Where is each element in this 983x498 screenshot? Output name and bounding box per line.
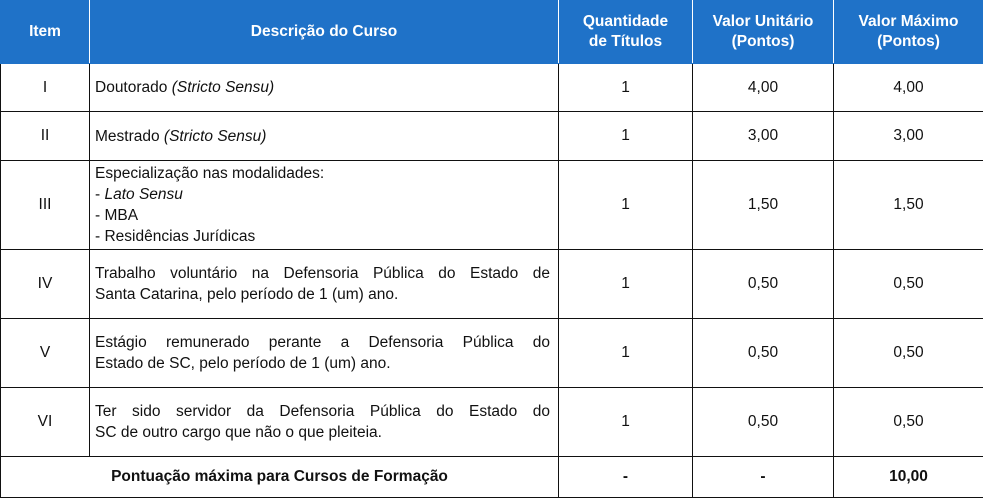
row-descricao-line: - Residências Jurídicas: [95, 226, 550, 247]
table-header-row: [1, 1, 983, 64]
row-descricao-line: SC de outro cargo que não o que pleiteia.: [95, 422, 550, 443]
row-item: I: [1, 64, 90, 112]
header-valor-unitario: [693, 1, 834, 64]
row-valor-unitario: 4,00: [693, 64, 834, 112]
row-valor-unitario: 0,50: [693, 319, 834, 388]
row-item: III: [1, 161, 90, 250]
header-valor-unitario-line-1: Valor Unitário: [693, 12, 833, 32]
total-label: Pontuação máxima para Cursos de Formação: [1, 457, 559, 498]
row-valor-maximo: 0,50: [834, 388, 983, 457]
row-item: VI: [1, 388, 90, 457]
row-descricao-line: Estado de SC, pelo período de 1 (um) ano.: [95, 353, 550, 374]
row-descricao-line: Especialização nas modalidades:: [95, 163, 550, 184]
row-valor-maximo: 0,50: [834, 319, 983, 388]
row-descricao: [90, 250, 559, 319]
header-descricao: Descrição do Curso: [90, 1, 559, 64]
table-row: [1, 250, 983, 319]
row-descricao-line: Estágio remunerado perante a Defensoria Pública do: [95, 332, 550, 353]
table-row: [1, 112, 983, 161]
table-row: [1, 319, 983, 388]
table-row: [1, 388, 983, 457]
header-valor-maximo-line-2: (Pontos): [834, 32, 983, 52]
table-row: [1, 64, 983, 112]
row-descricao-italic: (Stricto Sensu): [172, 79, 275, 96]
header-item: Item: [1, 1, 90, 64]
total-quantidade: -: [559, 457, 693, 498]
row-valor-maximo: 3,00: [834, 112, 983, 161]
row-descricao: [90, 112, 559, 161]
row-item: IV: [1, 250, 90, 319]
row-quantidade: 1: [559, 388, 693, 457]
row-quantidade: 1: [559, 161, 693, 250]
row-descricao: [90, 319, 559, 388]
header-valor-maximo: [834, 1, 983, 64]
row-descricao-text: Doutorado: [95, 79, 172, 96]
header-valor-unitario-line-2: (Pontos): [693, 32, 833, 52]
row-quantidade: 1: [559, 250, 693, 319]
row-quantidade: 1: [559, 319, 693, 388]
row-descricao-line: - MBA: [95, 205, 550, 226]
row-item: V: [1, 319, 90, 388]
row-valor-unitario: 3,00: [693, 112, 834, 161]
row-valor-unitario: 0,50: [693, 250, 834, 319]
row-valor-maximo: 0,50: [834, 250, 983, 319]
row-descricao-dash: -: [95, 186, 104, 203]
row-descricao-italic: Lato Sensu: [104, 186, 182, 203]
row-descricao-line: Trabalho voluntário na Defensoria Pública do Estado de: [95, 263, 550, 284]
header-quantidade: [559, 1, 693, 64]
row-descricao-line: Santa Catarina, pelo período de 1 (um) ano.: [95, 284, 550, 305]
row-descricao-text: Mestrado: [95, 128, 164, 145]
total-valor-maximo: 10,00: [834, 457, 983, 498]
row-descricao: [90, 388, 559, 457]
row-valor-unitario: 1,50: [693, 161, 834, 250]
row-valor-maximo: 1,50: [834, 161, 983, 250]
row-descricao-line: [95, 184, 550, 205]
header-quantidade-line-2: de Títulos: [559, 32, 692, 52]
table-row: [1, 161, 983, 250]
row-descricao: [90, 161, 559, 250]
total-row: [1, 457, 983, 498]
row-descricao-italic: (Stricto Sensu): [164, 128, 267, 145]
row-valor-unitario: 0,50: [693, 388, 834, 457]
row-valor-maximo: 4,00: [834, 64, 983, 112]
header-quantidade-line-1: Quantidade: [559, 12, 692, 32]
row-quantidade: 1: [559, 112, 693, 161]
header-valor-maximo-line-1: Valor Máximo: [834, 12, 983, 32]
total-valor-unitario: -: [693, 457, 834, 498]
row-item: II: [1, 112, 90, 161]
row-descricao-line: Ter sido servidor da Defensoria Pública do Estado do: [95, 401, 550, 422]
row-quantidade: 1: [559, 64, 693, 112]
row-descricao: [90, 64, 559, 112]
